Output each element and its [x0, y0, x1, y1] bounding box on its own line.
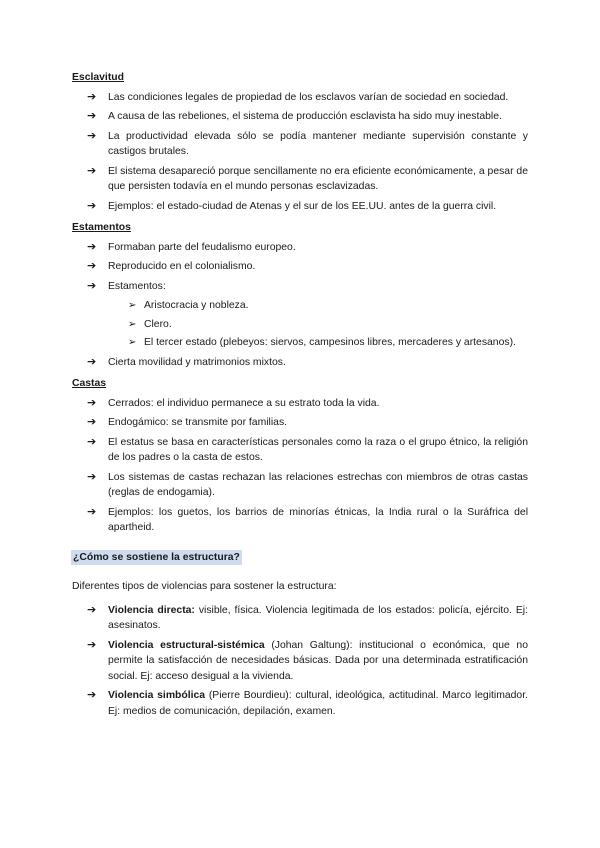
arrow-icon: ➔: [87, 689, 97, 701]
list-item: ➔ El estatus se basa en características personales como la raza o el grupo étnico, la religión de los padres o la casta de estos.: [87, 435, 528, 463]
list-item: ➔ Endogámico: se transmite por familias.: [72, 415, 528, 431]
term: Violencia directa:: [108, 604, 195, 616]
list-item: ➔ Formaban parte del feudalismo europeo.: [72, 240, 528, 256]
intro-paragraph: Diferentes tipos de violencias para sostener la estructura:: [72, 581, 337, 592]
arrow-icon: ➔: [87, 164, 97, 177]
bullet-list: [72, 90, 528, 215]
arrow-icon: ➔: [87, 260, 97, 272]
arrow-icon: ➔: [87, 129, 97, 142]
bullet-list: [72, 603, 528, 720]
arrow-icon: ➔: [87, 90, 97, 103]
arrow-icon: ➔: [87, 199, 97, 212]
arrow-icon: ➔: [87, 470, 97, 483]
sub-list-item: ➢ El tercer estado (plebeyos: siervos, campesinos libres, mercaderes y artesanos).: [108, 335, 528, 351]
highlighted-heading: ¿Cómo se sostiene la estructura?: [71, 550, 242, 566]
arrow-icon: ➔: [87, 396, 97, 409]
list-item: ➔ El sistema desapareció porque sencillamente no era eficiente económicamente, a pesar de que persisten todavía en el mundo personas esclavizadas.: [87, 164, 528, 192]
arrow-icon: ➔: [87, 416, 97, 428]
section-esclavitud: [72, 70, 528, 214]
document-content: [72, 70, 528, 725]
list-item: ➔ Violencia estructural-sistémica (Johan Galtung): institucional o económica, que no permite la satisfacción de necesidades básicas. Dada por una determinada estratificación social. Ej: acceso desigual a la vivienda.: [87, 638, 528, 682]
arrowhead-icon: ➢: [128, 300, 137, 311]
arrowhead-icon: ➢: [128, 318, 137, 330]
list-item: ➔ Cerrados: el individuo permanece a su estrato toda la vida.: [72, 396, 528, 412]
arrow-icon: ➔: [87, 603, 97, 616]
list-item: ➔ Ejemplos: el estado-ciudad de Atenas y el sur de los EE.UU. antes de la guerra civil.: [72, 199, 528, 215]
arrowhead-icon: ➢: [128, 337, 137, 348]
arrow-icon: ➔: [87, 505, 97, 518]
list-item: ➔ Reproducido en el colonialismo.: [72, 259, 528, 275]
list-item: ➔ Cierta movilidad y matrimonios mixtos.: [72, 355, 528, 371]
term: Violencia estructural-sistémica: [108, 639, 265, 651]
list-item: ➔ La productividad elevada sólo se podía mantener mediante supervisión constante y castigos brutales.: [87, 129, 528, 157]
sub-bullet-list: [108, 298, 528, 351]
section-heading: Estamentos: [72, 222, 131, 233]
term: Violencia simbólica: [108, 690, 206, 701]
bullet-list: [72, 396, 528, 536]
arrow-icon: ➔: [87, 355, 97, 368]
list-item: ➔ A causa de las rebeliones, el sistema de producción esclavista ha sido muy inestable.: [72, 109, 528, 125]
list-item: ➔ Violencia simbólica (Pierre Bourdieu): cultural, ideológica, actitudinal. Marco legitimador. Ej: medios de comunicación, depilación, examen.: [87, 689, 528, 717]
section-castas: [72, 376, 528, 536]
section-heading: Castas: [72, 378, 107, 389]
arrow-icon: ➔: [87, 240, 97, 253]
list-item: ➔ Los sistemas de castas rechazan las relaciones estrechas con miembros de otras castas (reglas de endogamia).: [87, 470, 528, 498]
sub-list-item: ➢ Clero.: [108, 317, 528, 333]
bullet-list: [72, 240, 528, 371]
list-item: ➔ Ejemplos: los guetos, los barrios de minorías étnicas, la India rural o la Suráfrica del apartheid.: [87, 505, 528, 533]
list-item: ➔ Violencia directa: visible, física. Violencia legitimada de los estados: policía, ejército. Ej: asesinatos.: [87, 603, 528, 631]
list-item: ➔ Estamentos: ➢ Aristocracia y nobleza. ➢ Clero. ➢ El tercer estado (plebeyos: siervos, campesinos libres, mercaderes y artesanos).: [72, 279, 528, 351]
arrow-icon: ➔: [87, 638, 97, 651]
section-heading: Esclavitud: [72, 72, 124, 83]
section-estructura: [72, 550, 528, 720]
section-estamentos: [72, 220, 528, 370]
list-item: ➔ Las condiciones legales de propiedad de los esclavos varían de sociedad en sociedad.: [72, 90, 528, 106]
arrow-icon: ➔: [87, 110, 97, 122]
arrow-icon: ➔: [87, 435, 97, 448]
arrow-icon: ➔: [87, 279, 97, 292]
sub-list-item: ➢ Aristocracia y nobleza.: [108, 298, 528, 314]
